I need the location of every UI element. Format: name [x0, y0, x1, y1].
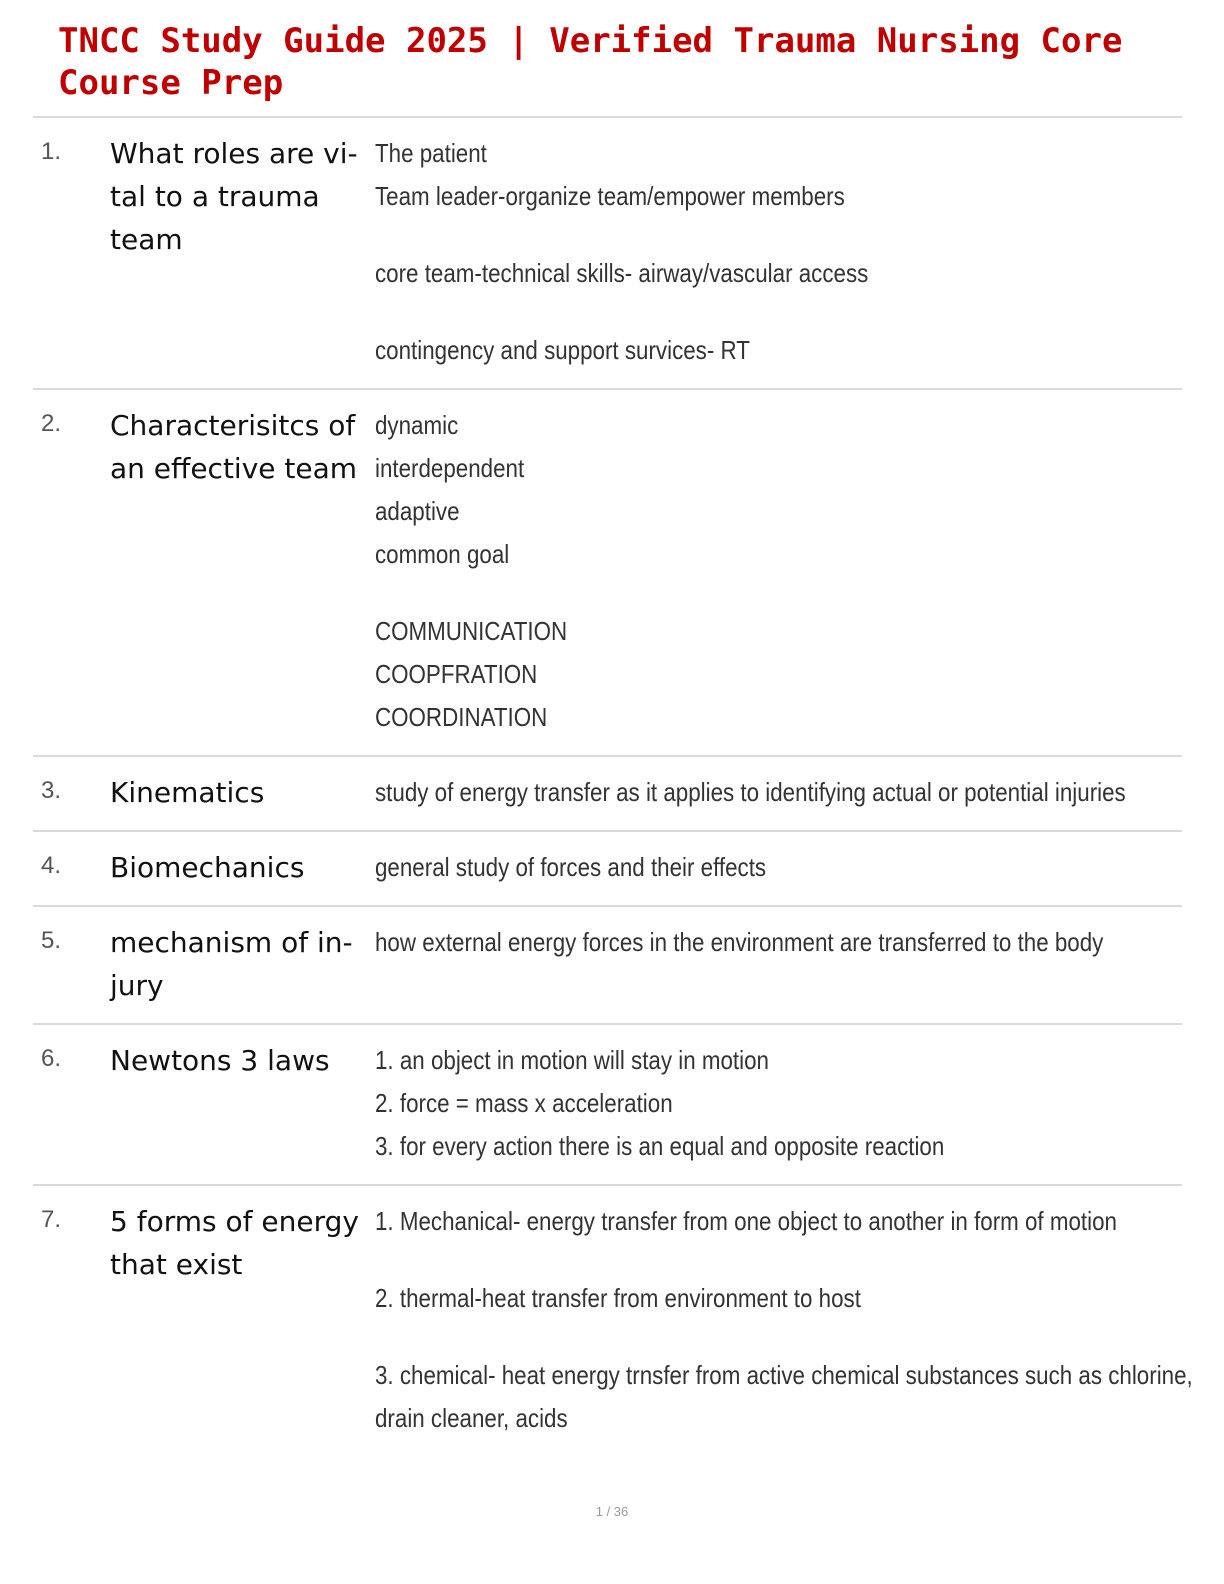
definition-line: dynamic: [375, 410, 459, 440]
definition-line: core team-technical skills- airway/vascular access: [375, 258, 869, 288]
definition-gap: [375, 576, 1069, 610]
page-number: 1 / 36: [595, 1504, 629, 1519]
card-row-1: [33, 118, 1182, 390]
card-definition: [375, 1200, 1193, 1440]
card-number: 4.: [41, 852, 62, 879]
card-row-4: [33, 832, 1182, 907]
definition-line: 1. an object in motion will stay in motion: [375, 1045, 769, 1075]
definition-line: how external energy forces in the environment are transferred to the body: [375, 927, 1104, 957]
definition-line: COORDINATION: [375, 702, 548, 732]
definition-line: 2. thermal-heat transfer from environment to host: [375, 1283, 861, 1313]
definition-line: drain cleaner, acids: [375, 1403, 568, 1433]
card-definition: [375, 771, 1126, 814]
definition-line: interdependent: [375, 453, 525, 483]
definition-line: COOPFRATION: [375, 659, 538, 689]
definition-line: study of energy transfer as it applies to identifying actual or potential injuries: [375, 777, 1126, 807]
card-row-5: [33, 907, 1182, 1025]
card-definition: [375, 404, 1069, 739]
card-term: Biomechanics: [110, 851, 305, 884]
card-term: What roles are vi- tal to a trauma team: [110, 137, 358, 256]
definition-line: contingency and support survices- RT: [375, 335, 750, 365]
definition-gap: [375, 1320, 1193, 1354]
card-row-6: [33, 1025, 1182, 1186]
flashcard-list: [33, 116, 1193, 1456]
definition-line: 1. Mechanical- energy transfer from one object to another in form of motion: [375, 1206, 1117, 1236]
definition-gap: [375, 1243, 1193, 1277]
card-definition: [375, 921, 1103, 1007]
card-number: 5.: [41, 927, 62, 954]
definition-line: The patient: [375, 138, 487, 168]
card-number: 1.: [41, 138, 62, 165]
card-term: mechanism of in- jury: [110, 926, 353, 1002]
definition-line: common goal: [375, 539, 510, 569]
card-number: 2.: [41, 410, 62, 437]
definition-line: Team leader-organize team/empower members: [375, 181, 845, 211]
definition-gap: [375, 218, 1069, 252]
card-row-3: [33, 757, 1182, 832]
definition-line: 3. for every action there is an equal and opposite reaction: [375, 1131, 945, 1161]
card-definition: [375, 1039, 1069, 1168]
definition-line: 2. force = mass x acceleration: [375, 1088, 673, 1118]
document-title: TNCC Study Guide 2025 | Verified Trauma Nursing Core Course Prep: [58, 21, 1123, 103]
card-term: Characterisitcs of an effective team: [110, 409, 358, 485]
card-term: 5 forms of energy that exist: [110, 1205, 359, 1281]
card-definition: [375, 846, 1069, 889]
definition-line: COMMUNICATION: [375, 616, 568, 646]
card-row-7: [33, 1186, 1193, 1456]
card-definition: [375, 132, 1069, 372]
card-number: 3.: [41, 777, 62, 804]
definition-gap: [375, 295, 1069, 329]
definition-line: adaptive: [375, 496, 460, 526]
card-row-2: [33, 390, 1182, 757]
definition-line: general study of forces and their effects: [375, 852, 767, 882]
card-term: Kinematics: [110, 776, 265, 809]
card-term: Newtons 3 laws: [110, 1044, 330, 1077]
card-number: 7.: [41, 1206, 62, 1233]
card-number: 6.: [41, 1045, 62, 1072]
definition-line: 3. chemical- heat energy trnsfer from active chemical substances such as chlorine,: [375, 1360, 1193, 1390]
